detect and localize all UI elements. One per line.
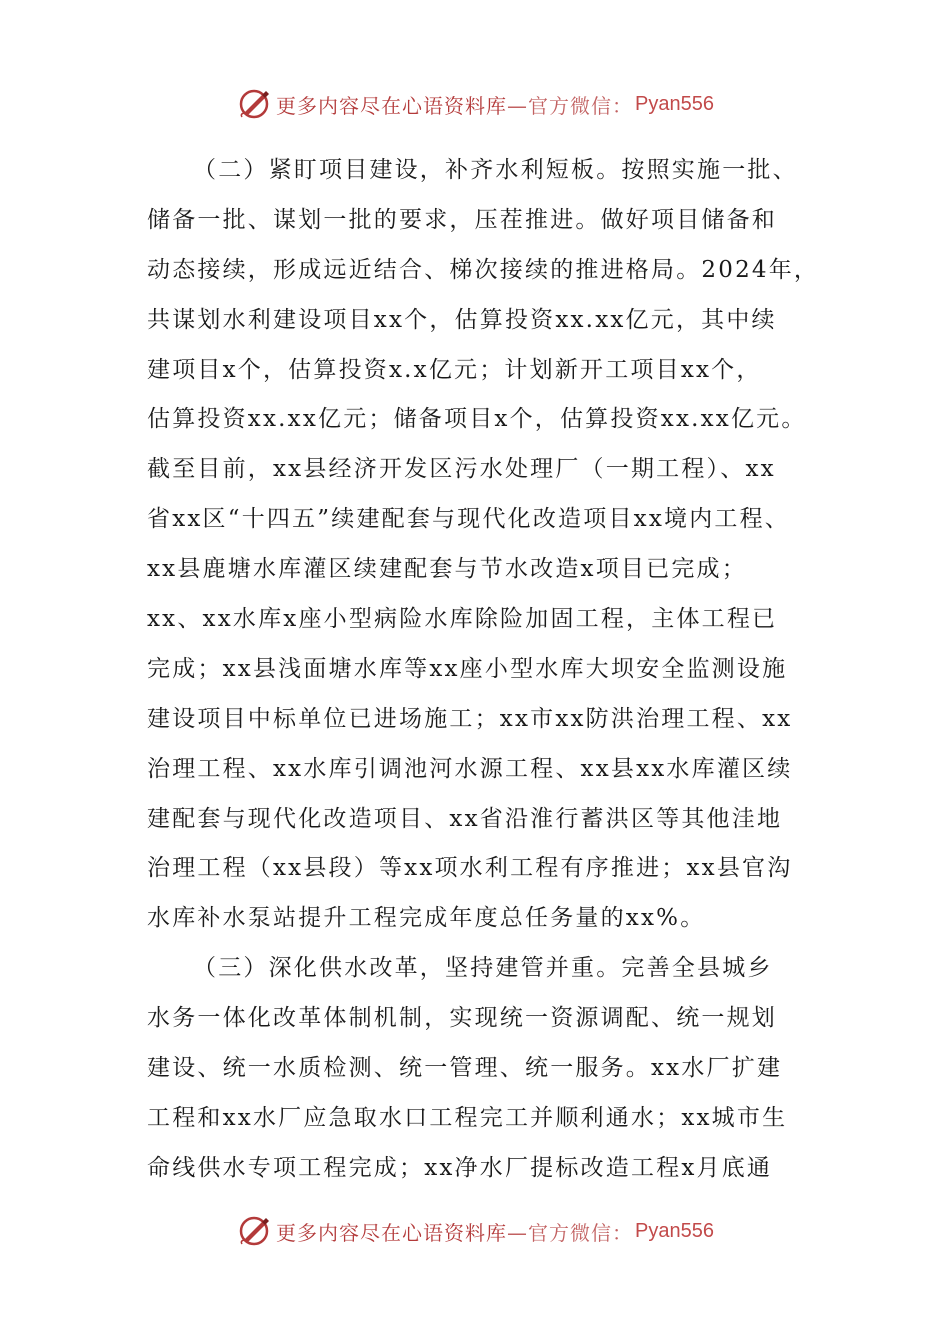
- text-line: （二）紧盯项目建设，补齐水利短板。按照实施一批、: [193, 157, 798, 183]
- text-line: 命线供水专项工程完成；xx净水厂提标改造工程x月底通: [147, 1154, 773, 1181]
- watermark-wechat-id: Pyan556: [635, 1219, 714, 1242]
- text-line: 建设、统一水质检测、统一管理、统一服务。xx水厂扩建: [147, 1055, 783, 1082]
- text-line: 建项目x个，估算投资x.x亿元；计划新开工项目xx个，: [147, 356, 762, 383]
- text-line: xx县鹿塘水库灌区续建配套与节水改造x项目已完成；: [147, 556, 747, 583]
- paragraph-water-supply-reform: [147, 944, 827, 1193]
- paragraph-project-construction: [147, 146, 827, 944]
- text-line: xx、xx水库x座小型病险水库除险加固工程，主体工程已: [147, 606, 778, 633]
- watermark-wechat-label: —官方微信：: [507, 93, 634, 118]
- text-line: 估算投资xx.xx亿元；储备项目x个，估算投资xx.xx亿元。: [147, 406, 807, 433]
- text-line: 完成；xx县浅面塘水库等xx座小型水库大坝安全监测设施: [147, 655, 788, 682]
- watermark-footer: [0, 1211, 950, 1251]
- text-line: 共谋划水利建设项目xx个，估算投资xx.xx亿元，其中续: [147, 306, 777, 333]
- pen-in-circle-logo-icon: [236, 1213, 272, 1249]
- text-line: 治理工程、xx水库引调池河水源工程、xx县xx水库灌区续: [147, 755, 793, 782]
- watermark-main-text: 更多内容尽在心语资料库: [276, 93, 508, 118]
- text-line: 水库补水泵站提升工程完成年度总任务量的xx%。: [147, 905, 706, 932]
- text-line: （三）深化供水改革，坚持建管并重。完善全县城乡: [193, 955, 773, 982]
- text-line: 建设项目中标单位已进场施工；xx市xx防洪治理工程、xx: [147, 705, 793, 732]
- watermark-main-text: 更多内容尽在心语资料库: [276, 1220, 508, 1245]
- text-line: 工程和xx水厂应急取水口工程完工并顺利通水；xx城市生: [147, 1104, 788, 1131]
- pen-in-circle-logo-icon: [236, 86, 272, 122]
- text-line: 储备一批、谋划一批的要求，压茬推进。做好项目储备和: [147, 206, 777, 233]
- watermark-wechat-id: Pyan556: [635, 92, 714, 115]
- document-body: [147, 146, 827, 1194]
- text-line: 动态接续，形成远近结合、梯次接续的推进格局。2024年，: [147, 256, 820, 283]
- watermark-header: [0, 84, 950, 124]
- watermark-wechat-label: —官方微信：: [507, 1220, 634, 1245]
- text-line: 水务一体化改革体制机制，实现统一资源调配、统一规划: [147, 1005, 777, 1032]
- text-line: 截至目前，xx县经济开发区污水处理厂（一期工程）、xx: [147, 456, 776, 483]
- text-line: 建配套与现代化改造项目、xx省沿淮行蓄洪区等其他洼地: [147, 805, 783, 832]
- text-line: 治理工程（xx县段）等xx项水利工程有序推进；xx县官沟: [147, 855, 793, 882]
- text-line: 省xx区“十四五”续建配套与现代化改造项目xx境内工程、: [147, 506, 791, 533]
